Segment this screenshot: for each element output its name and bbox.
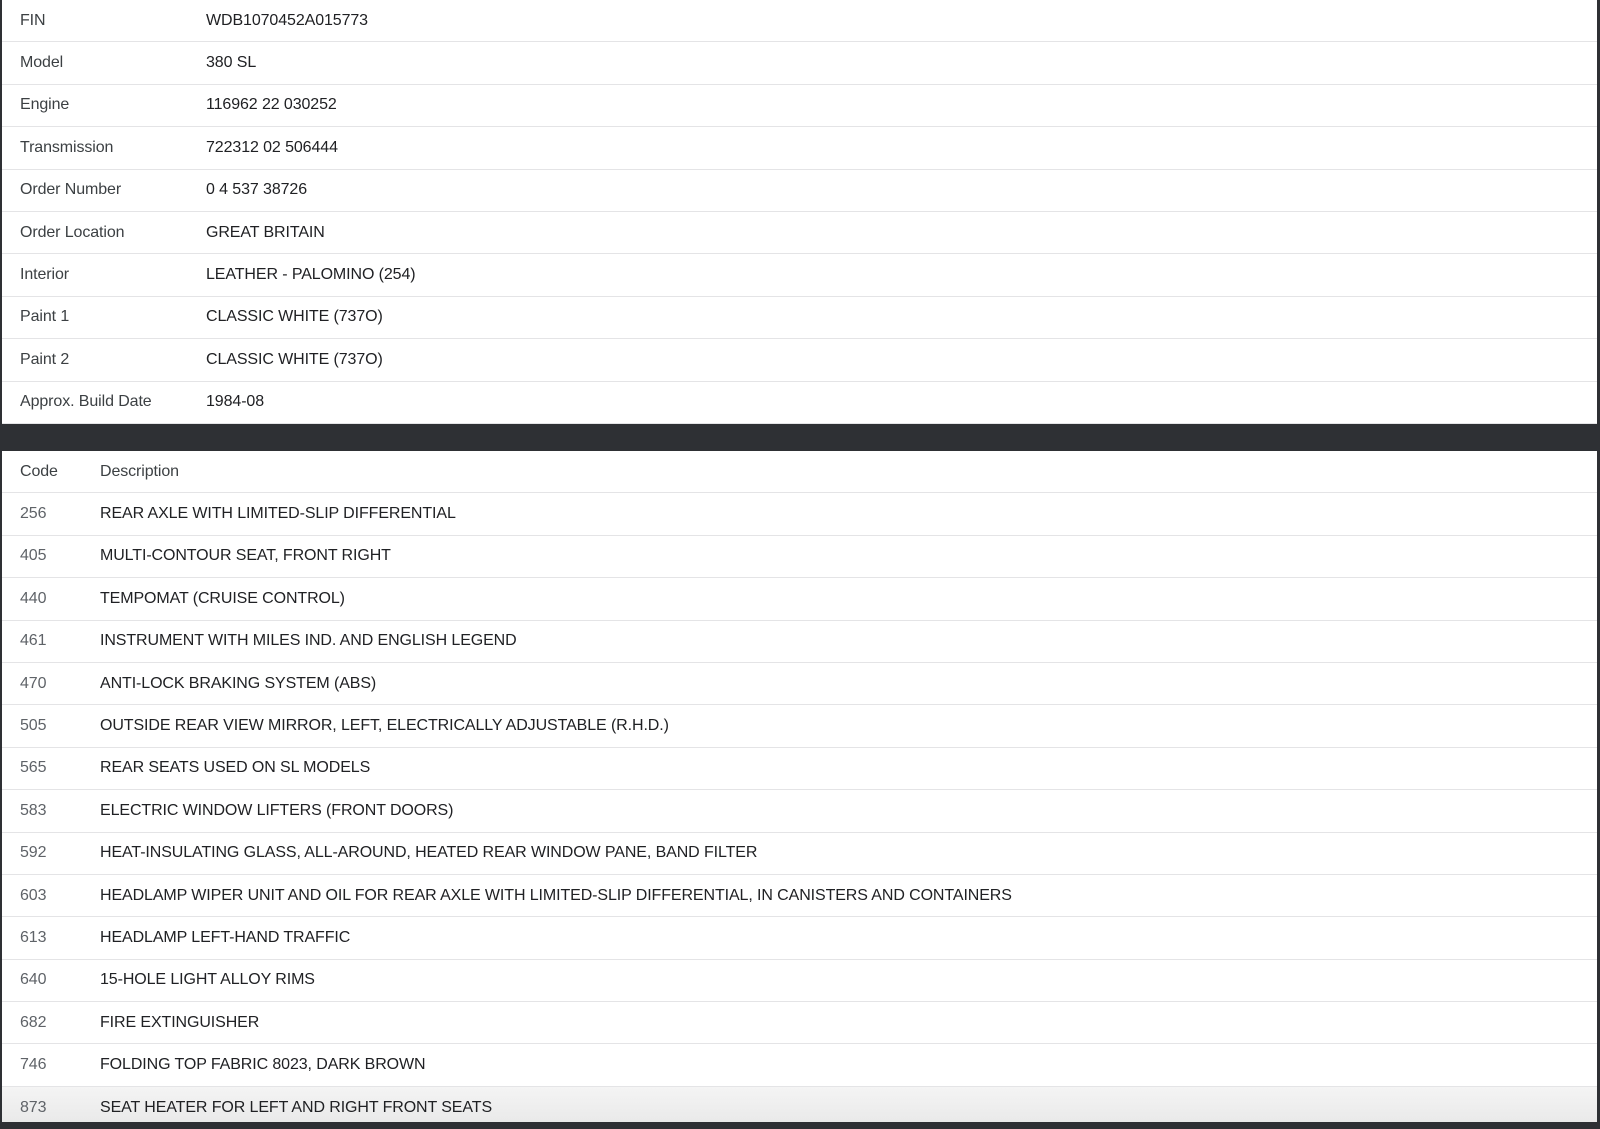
description-cell: ANTI-LOCK BRAKING SYSTEM (ABS) [100,674,377,692]
option-row [2,917,1597,959]
vehicle-info-row [2,42,1597,84]
description-cell: REAR SEATS USED ON SL MODELS [100,759,371,777]
code-cell: 565 [20,759,47,777]
code-cell: 583 [20,801,47,819]
description-cell: HEAT-INSULATING GLASS, ALL-AROUND, HEATED REAR WINDOW PANE, BAND FILTER [100,844,758,862]
field-value: CLASSIC WHITE (737O) [206,350,383,368]
description-cell: HEADLAMP LEFT-HAND TRAFFIC [100,928,351,946]
field-value: 0 4 537 38726 [206,181,308,199]
code-cell: 640 [20,971,47,989]
vehicle-info-row [2,127,1597,169]
code-cell: 603 [20,886,47,904]
option-row [2,621,1597,663]
code-cell: 746 [20,1056,47,1074]
code-cell: 873 [20,1098,47,1116]
code-cell: 505 [20,717,47,735]
option-row [2,1002,1597,1044]
description-cell: HEADLAMP WIPER UNIT AND OIL FOR REAR AXLE WITH LIMITED-SLIP DIFFERENTIAL, IN CANISTERS AND CONTAINERS [100,886,1012,904]
description-cell: 15-HOLE LIGHT ALLOY RIMS [100,971,315,989]
code-column-header: Code [20,462,58,480]
description-cell: FOLDING TOP FABRIC 8023, DARK BROWN [100,1056,426,1074]
field-label: Paint 1 [20,308,70,326]
table-header-row [2,451,1597,493]
description-column-header: Description [100,462,179,480]
description-cell: INSTRUMENT WITH MILES IND. AND ENGLISH LEGEND [100,632,517,650]
code-cell: 461 [20,632,47,650]
field-label: Approx. Build Date [20,393,152,411]
option-row [2,663,1597,705]
description-cell: FIRE EXTINGUISHER [100,1013,260,1031]
field-label: Interior [20,266,69,284]
code-cell: 440 [20,589,47,607]
option-row [2,833,1597,875]
option-row [2,960,1597,1002]
description-cell: MULTI-CONTOUR SEAT, FRONT RIGHT [100,547,391,565]
description-cell: OUTSIDE REAR VIEW MIRROR, LEFT, ELECTRICALLY ADJUSTABLE (R.H.D.) [100,717,669,735]
vehicle-info-row [2,382,1597,424]
option-row [2,493,1597,535]
vehicle-info-table [2,0,1597,424]
field-label: Model [20,54,64,72]
vehicle-info-row [2,170,1597,212]
field-value: WDB1070452A015773 [206,11,368,29]
option-row [2,536,1597,578]
field-value: GREAT BRITAIN [206,223,325,241]
vehicle-info-row [2,85,1597,127]
vehicle-info-row [2,297,1597,339]
field-value: 1984-08 [206,393,265,411]
field-label: Engine [20,96,70,114]
field-label: Transmission [20,138,114,156]
field-label: Order Number [20,181,122,199]
field-value: 722312 02 506444 [206,138,338,156]
vehicle-info-row [2,254,1597,296]
option-row [2,748,1597,790]
code-cell: 256 [20,505,47,523]
field-value: 380 SL [206,54,257,72]
vehicle-info-row [2,212,1597,254]
description-cell: REAR AXLE WITH LIMITED-SLIP DIFFERENTIAL [100,505,456,523]
code-cell: 682 [20,1013,47,1031]
vehicle-info-row [2,339,1597,381]
option-row [2,578,1597,620]
field-label: Order Location [20,223,125,241]
field-value: CLASSIC WHITE (737O) [206,308,383,326]
field-value: 116962 22 030252 [206,96,337,114]
description-cell: TEMPOMAT (CRUISE CONTROL) [100,589,345,607]
vehicle-info-row [2,0,1597,42]
option-row-highlighted [2,1087,1597,1122]
option-row [2,705,1597,747]
description-cell: SEAT HEATER FOR LEFT AND RIGHT FRONT SEATS [100,1098,493,1116]
code-cell: 613 [20,928,47,946]
option-row [2,875,1597,917]
option-codes-table [2,451,1597,1122]
field-value: LEATHER - PALOMINO (254) [206,266,416,284]
option-row [2,1044,1597,1086]
field-label: FIN [20,11,46,29]
description-cell: ELECTRIC WINDOW LIFTERS (FRONT DOORS) [100,801,454,819]
option-row [2,790,1597,832]
code-cell: 470 [20,674,47,692]
code-cell: 405 [20,547,47,565]
field-label: Paint 2 [20,350,70,368]
code-cell: 592 [20,844,47,862]
